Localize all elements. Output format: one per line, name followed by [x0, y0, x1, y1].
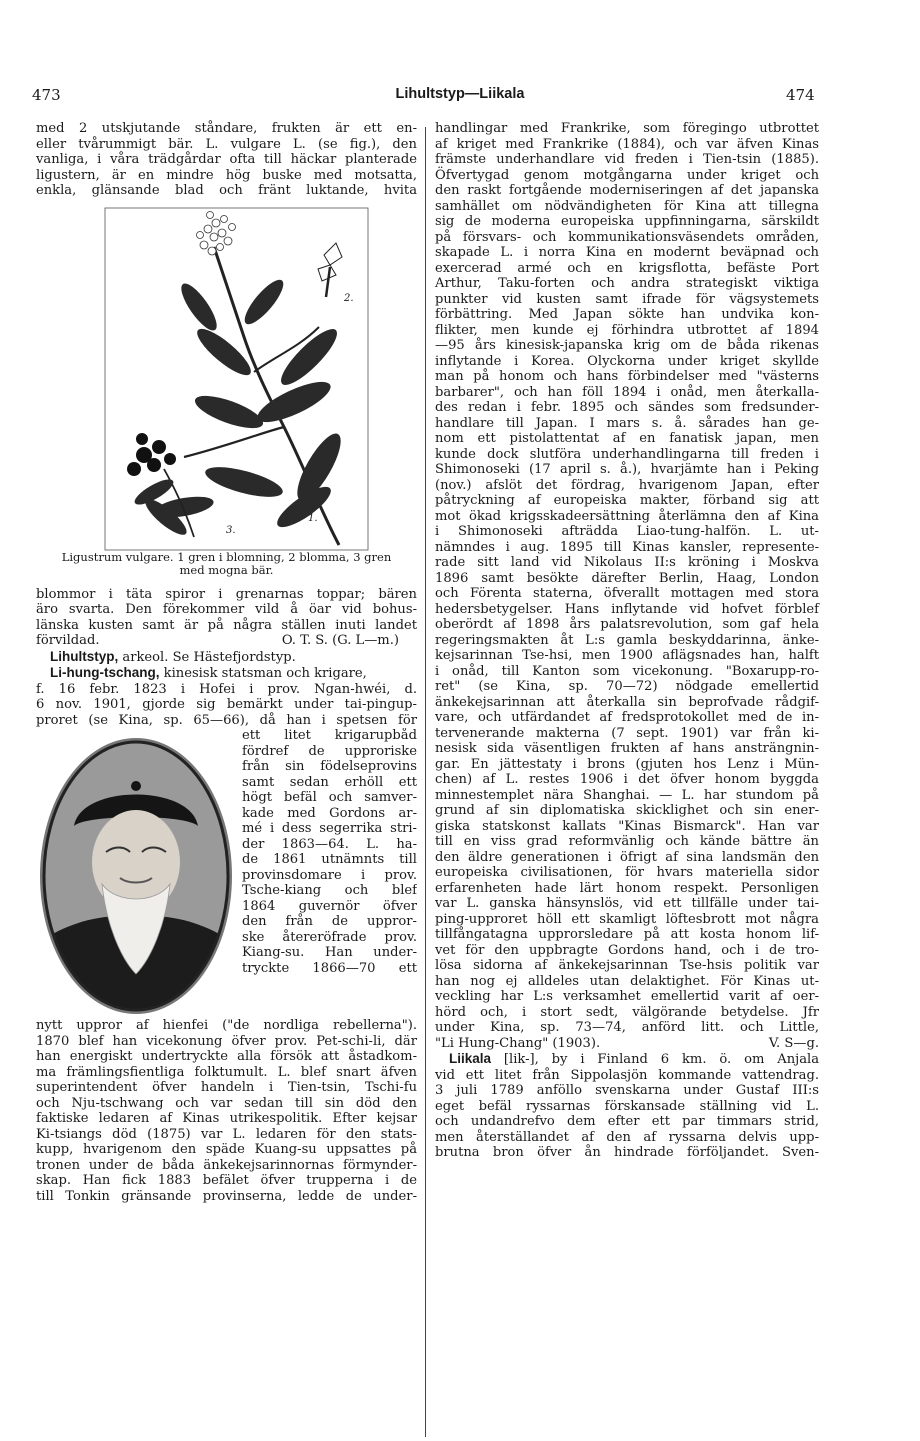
- text-line: [36, 633, 417, 649]
- text-line: barbarer", och han föll 1894 i onåd, men återkalla-: [435, 384, 819, 400]
- text-line: nesisk sida väsentligen frukten af hans ansträngnin-: [435, 741, 819, 756]
- ligustrum-illustration: [104, 207, 369, 551]
- text-line: kade med Gordons ar-: [242, 805, 417, 821]
- text-line: länska kusten samt är på några ställen inuti landet: [36, 617, 417, 633]
- text-line: erfarenheten hade lärt honom respekt. Personligen: [435, 880, 819, 896]
- text-line: vid ett litet från Sippolasjön kommande vattendrag.: [435, 1067, 819, 1083]
- entry-text: kinesisk statsman och krigare,: [163, 666, 367, 681]
- text-fragment: "Li Hung-Chang" (1903).: [435, 1035, 601, 1051]
- text-line: och undandrefvo dem efter ett par timmars strid,: [435, 1114, 819, 1129]
- text-line: Kiang-su. Han under-: [242, 945, 417, 960]
- text-line: vanliga, i våra trädgårdar ofta till häckar planterade: [36, 152, 417, 167]
- text-line: sig de moderna europeiska uppfinningarna, särskildt: [435, 214, 819, 229]
- text-line: ske återeröfrade prov.: [242, 929, 417, 945]
- entry-liikala: [435, 1051, 819, 1161]
- text-line: 3 juli 1789 anföllo svenskarna under Gustaf III:s: [435, 1083, 819, 1098]
- text-line: kejsarinnan Tse-hsi, men 1900 aflägsnades han, halft: [435, 648, 819, 663]
- text-line: ping-upproret höll ett skamligt löftesbrott mot några: [435, 911, 819, 927]
- right-column: [435, 121, 819, 1441]
- text-line: de 1861 utnämnts till: [242, 852, 417, 867]
- text-line: minnestemplet nära Shanghai. — L. har stundom på: [435, 787, 819, 803]
- text-line: chen) af L. restes 1906 i det öfver honom byggda: [435, 772, 819, 787]
- text-line: lösa sidorna af änkekejsarinnan Tse-hsis politik var: [435, 958, 819, 973]
- text-line: påtryckning af europeiska makter, förband sig att: [435, 493, 819, 508]
- entry-headword: Liikala: [449, 1051, 492, 1066]
- text-line: kupp, hvarigenom den späde Kuang-su uppsattes på: [36, 1142, 417, 1157]
- text-line: på försvars- och kommunikationsväsendets områden,: [435, 229, 819, 245]
- entry-text: arkeol. Se Hästefjordstyp.: [122, 649, 296, 665]
- text-line: provinsdomare i prov.: [242, 867, 417, 883]
- li-hung-tschang-cont: [435, 121, 819, 1036]
- entry-line: [435, 1051, 819, 1068]
- text-line: 6 nov. 1901, gjorde sig bemärkt under tai-pingup-: [36, 697, 417, 712]
- text-line: han energiskt undertryckte alla försök att åstadkom-: [36, 1049, 417, 1064]
- text-line: eget befäl ryssarnas förskansade ställning vid L.: [435, 1098, 819, 1114]
- text-line: nytt uppror af hienfei ("de nordliga rebellerna").: [36, 1018, 417, 1033]
- author-signature: V. S—g.: [768, 1035, 819, 1051]
- text-line: den äldre generationen i öfrigt af sina landsmän den: [435, 849, 819, 865]
- text-line: kunde dock slutföra underhandlingarna till freden i: [435, 446, 819, 462]
- wrapped-text: [242, 728, 417, 976]
- text-line: f. 16 febr. 1823 i Hofei i prov. Ngan-hwéi, d.: [36, 681, 417, 697]
- text-line: Arthur, Taku-forten och andra strategiskt viktiga: [435, 276, 819, 291]
- text-line: fördref de upproriske: [242, 743, 417, 759]
- text-line: giska statskonst kallats "Kinas Bismarck". Han var: [435, 818, 819, 834]
- text-line: af kriget med Frankrike (1884), och var äfven Kinas: [435, 136, 819, 152]
- portrait-drawing: [36, 734, 236, 1018]
- text-line: förbättring. Med Japan sökte han undvika kon-: [435, 307, 819, 322]
- text-line: Tsche-kiang och blef: [242, 883, 417, 898]
- text-line: ma främlingsfientliga folktumult. L. blef snart äfven: [36, 1064, 417, 1080]
- text-line: vare, och utfärdandet af fredsprotokollet med de in-: [435, 710, 819, 725]
- text-line: men återställandet af den af ryssarna delvis upp-: [435, 1129, 819, 1145]
- entry-headword: Lihultstyp,: [50, 648, 119, 664]
- text-line: oberördt af 1898 års palatsrevolution, som gaf hela: [435, 617, 819, 632]
- text-line: han nog ej alldeles utan delaktighet. För Kinas ut-: [435, 973, 819, 989]
- text-line: blommor i täta spiror i grenarnas toppar; bären: [36, 586, 417, 602]
- text-line: hedersbetygelser. Hans inflytande vid hofvet förblef: [435, 601, 819, 617]
- text-line: —95 års kinesisk-japanska krig om de båda rikenas: [435, 338, 819, 353]
- text-line: inflytande i Korea. Olyckorna under kriget skyllde: [435, 353, 819, 369]
- text-line: des redan i febr. 1895 och sändes som fredsunder-: [435, 400, 819, 415]
- entry-line: [36, 649, 417, 666]
- left-page-number: 473: [32, 86, 61, 104]
- entry-line: [36, 665, 417, 682]
- text-line: europeiska civilisationen, för hvars materiella sidor: [435, 865, 819, 880]
- text-line: till en viss grad reformvänlig och kände bättre än: [435, 834, 819, 849]
- text-line: den från de uppror-: [242, 914, 417, 929]
- ligustrum-text-top: [36, 121, 417, 199]
- figure-label-2: 2.: [344, 292, 354, 304]
- text-line: samhället om nödvändigheten för Kina att tillegna: [435, 198, 819, 214]
- text-line: (nov.) afslöt det fördrag, hvarigenom Japan, efter: [435, 477, 819, 493]
- text-line: till Tonkin gränsande provinserna, ledde de under-: [36, 1188, 417, 1204]
- text-line: ligustern, är en mindre hög buske med motsatta,: [36, 167, 417, 183]
- text-line: punkter vid kusten samt ifrade för vägsystemets: [435, 291, 819, 307]
- text-line: från sin födelseprovins: [242, 759, 417, 774]
- text-line: eller tvårummigt bär. L. vulgare L. (se fig.), den: [36, 136, 417, 152]
- text-line: änkekejsarinnan att återkalla sin beprofvade rådgif-: [435, 694, 819, 710]
- ligustrum-drawing: [104, 207, 369, 551]
- text-line: brutna bron öfver ån hindrade förföljandet. Sven-: [435, 1145, 819, 1160]
- column-divider: [425, 127, 426, 1437]
- text-line: under Kina, sp. 73—74, anförd litt. och Little,: [435, 1020, 819, 1035]
- text-line: mé i dess segerrika stri-: [242, 821, 417, 836]
- text-line: veckling har L:s verksamhet emellertid varit af oer-: [435, 989, 819, 1004]
- text-fragment: förvildad.: [36, 633, 100, 648]
- text-line: nämndes i aug. 1895 till Kinas kansler, represente-: [435, 539, 819, 555]
- text-line: och Nju-tschwang och var sedan till sin död den: [36, 1095, 417, 1111]
- text-line: och Förenta staterna, öfverallt mottagen med stora: [435, 586, 819, 601]
- entry-lihultstyp: [36, 649, 417, 666]
- text-line: samt sedan erhöll ett: [242, 774, 417, 790]
- entry-li-hung-tschang: [36, 665, 417, 1204]
- text-line: tervenerande makterna (7 sept. 1901) var från ki-: [435, 725, 819, 741]
- text-line: äro svarta. Den förekommer vild å öar vid bohus-: [36, 602, 417, 617]
- left-column: [36, 121, 417, 1441]
- text-line: proret (se Kina, sp. 65—66), då han i spetsen för: [36, 712, 417, 728]
- text-line: man på honom och hans förbindelser med "västerns: [435, 369, 819, 384]
- text-line: enkla, glänsande blad och fränt luktande, hvita: [36, 183, 417, 198]
- text-line: der 1863—64. L. ha-: [242, 836, 417, 852]
- ligustrum-text-cont: [36, 587, 417, 649]
- entry-text: [lik-], by i Finland 6 km. ö. om Anjala: [503, 1052, 819, 1067]
- page-title: Lihultstyp—Liikala: [395, 86, 525, 102]
- text-line: vet för den uppbragte Gordons hand, och i de tro-: [435, 942, 819, 958]
- text-line: skapade L. i norra Kina en modernt beväpnad och: [435, 245, 819, 260]
- text-line: 1864 guvernör öfver: [242, 898, 417, 914]
- text-line: var L. ganska hänsynslös, vid ett tillfälle under tai-: [435, 896, 819, 911]
- text-line: nom ett pistolattentat af en fanatisk japan, men: [435, 431, 819, 446]
- text-line: i Shimonoseki afträdda Liao-tung-halfön. L. ut-: [435, 524, 819, 539]
- text-line: [435, 1036, 819, 1052]
- text-line: Shimonoseki (17 april s. å.), hvarjämte han i Peking: [435, 462, 819, 477]
- text-line: 1870 blef han vicekonung öfver prov. Pet-schi-li, där: [36, 1033, 417, 1049]
- entry-headword: Li-hung-tschang,: [50, 665, 160, 680]
- caption-line: Ligustrum vulgare. 1 gren i blomning, 2 blomma, 3 gren: [61, 549, 392, 564]
- text-line: 1896 samt besökte därefter Berlin, Haag, London: [435, 570, 819, 586]
- text-line: tronen under de båda änkekejsarinnornas förmynder-: [36, 1157, 417, 1173]
- text-line: främste underhandlare vid freden i Tien-tsin (1885).: [435, 152, 819, 167]
- text-line: den raskt fortgående moderniseringen af det japanska: [435, 183, 819, 198]
- text-line: Ki-tsiangs död (1875) var L. ledaren för den stats-: [36, 1126, 417, 1142]
- text-line: skap. Han fick 1883 befälet öfver trupperna i de: [36, 1173, 417, 1188]
- text-line: tillfångatagna upprorsledare på att kosta honom lif-: [435, 927, 819, 942]
- portrait-image: [36, 734, 236, 1018]
- text-line: ret" (se Kina, sp. 70—72) nödgade emellertid: [435, 679, 819, 694]
- text-line: högt befäl och samver-: [242, 790, 417, 805]
- text-line: Öfvertygad genom motgångarna under kriget och: [435, 167, 819, 183]
- author-signature: O. T. S. (G. L—m.): [281, 633, 399, 648]
- text-line: i onåd, till Kanton som vicekonung. "Boxarupp-ro-: [435, 663, 819, 679]
- figure-caption: [36, 551, 417, 577]
- text-line: exercerad armé och en krigsflotta, befäste Port: [435, 260, 819, 276]
- right-page-number: 474: [786, 86, 815, 104]
- text-line: grund af sin diplomatiska skicklighet och sin ener-: [435, 803, 819, 818]
- text-line: hörd och, i stort sedt, välgörande betydelse. Jfr: [435, 1004, 819, 1020]
- caption-line: med mogna bär.: [179, 562, 274, 577]
- text-line: handlare till Japan. I mars s. å. sårades han ge-: [435, 415, 819, 431]
- text-line: ett litet krigarupbåd: [242, 728, 417, 743]
- figure-label-1: 1.: [308, 512, 318, 524]
- text-line: flikter, men kunde ej förhindra utbrottet af 1894: [435, 322, 819, 338]
- figure-label-3: 3.: [226, 524, 236, 536]
- text-line: med 2 utskjutande ståndare, frukten är ett en-: [36, 121, 417, 136]
- text-line: regeringsmakten åt L:s gamla beskyddarinna, änke-: [435, 632, 819, 648]
- text-line: handlingar med Frankrike, som föregingo utbrottet: [435, 121, 819, 136]
- text-line: mot ökad krigsskadeersättning återlämna den af Kina: [435, 508, 819, 524]
- text-line: faktiske ledaren af Kinas utrikespolitik. Efter kejsar: [36, 1111, 417, 1126]
- text-line: rade sitt land vid Nikolaus II:s kröning i Moskva: [435, 555, 819, 570]
- text-line: tryckte 1866—70 ett: [242, 960, 417, 976]
- text-line: gar. En jättestaty i brons (gjuten hos Lenz i Mün-: [435, 756, 819, 772]
- portrait-section: [36, 728, 417, 1018]
- text-line: superintendent öfver handeln i Tien-tsin, Tschi-fu: [36, 1080, 417, 1095]
